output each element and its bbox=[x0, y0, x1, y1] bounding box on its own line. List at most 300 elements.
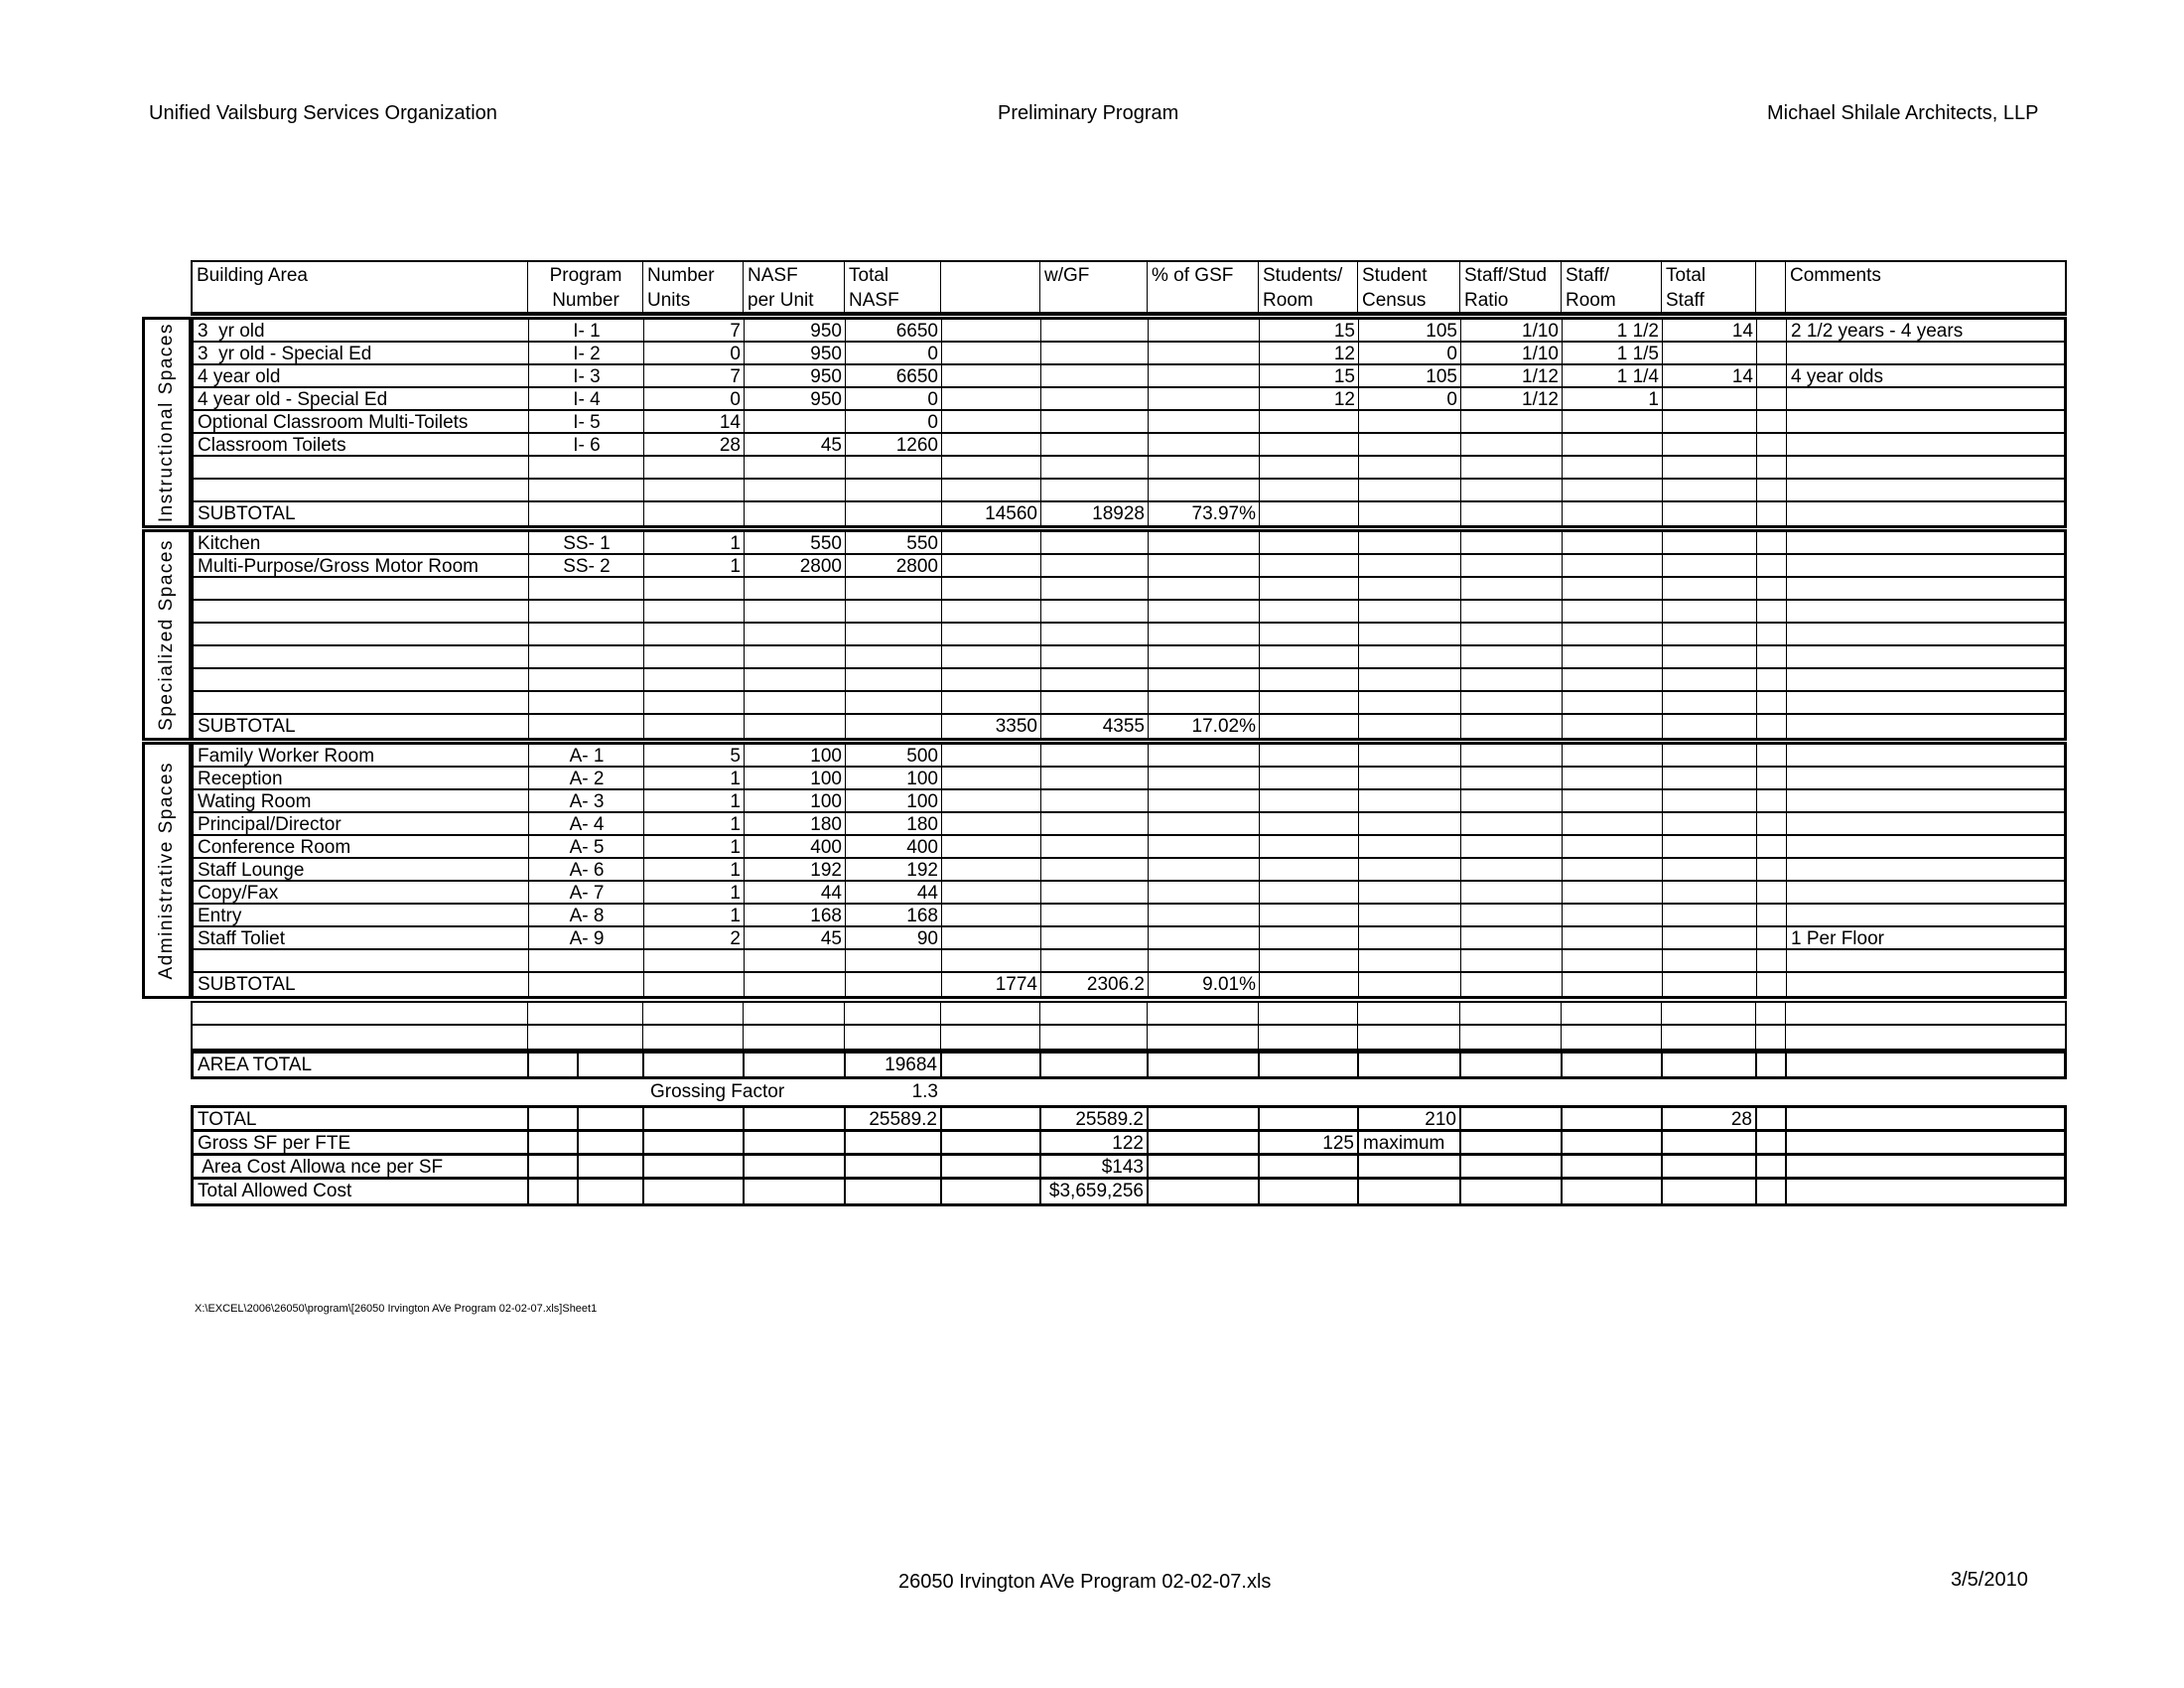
cell-staff-per-room bbox=[1563, 905, 1663, 925]
cell-staff-student-ratio bbox=[1461, 859, 1563, 880]
cell-wgf bbox=[1041, 532, 1149, 553]
cell-spacer bbox=[1757, 950, 1787, 971]
cell-nasf-per-unit bbox=[745, 1054, 846, 1076]
cell-nasf-total-blank bbox=[942, 532, 1041, 553]
cell-pct-of-gsf: 9.01% bbox=[1149, 973, 1260, 996]
totals-block bbox=[191, 1105, 2067, 1206]
cell-pct-of-gsf bbox=[1149, 1180, 1260, 1203]
cell-students-per-room bbox=[1260, 715, 1359, 738]
cell-nasf-total-blank bbox=[942, 480, 1041, 500]
cell-staff-per-room bbox=[1563, 646, 1663, 667]
cell-pct-of-gsf bbox=[1149, 669, 1260, 690]
cell-comments bbox=[1787, 1054, 2064, 1076]
section-label: Instructional Spaces bbox=[156, 322, 177, 523]
cell-comments bbox=[1787, 480, 2064, 500]
cell-spacer bbox=[1757, 532, 1787, 553]
cell-student-census bbox=[1359, 646, 1461, 667]
cell-student-census bbox=[1359, 411, 1461, 432]
cell-number-units: 1 bbox=[644, 813, 745, 834]
blank-row bbox=[193, 1026, 2065, 1049]
cell-number-units bbox=[644, 1132, 745, 1153]
cell-nasf-per-unit bbox=[745, 692, 846, 713]
cell-nasf-total-blank bbox=[942, 624, 1041, 644]
cell-staff-per-room: 1 1/5 bbox=[1563, 343, 1663, 363]
table-row bbox=[194, 882, 2064, 905]
cell-number-units: 0 bbox=[644, 343, 745, 363]
cell-nasf-total-blank bbox=[941, 1026, 1040, 1049]
cell-nasf-per-unit bbox=[744, 1026, 845, 1049]
cell-nasf-per-unit: 100 bbox=[745, 768, 846, 788]
cell-total-staff bbox=[1663, 768, 1757, 788]
section-label-box bbox=[142, 742, 192, 999]
cell-comments bbox=[1787, 457, 2064, 478]
cell-comments bbox=[1787, 1156, 2064, 1177]
cell-staff-per-room bbox=[1563, 1054, 1663, 1076]
cell-staff-student-ratio: Staff/Stud Ratio bbox=[1460, 262, 1562, 312]
cell-student-census bbox=[1359, 532, 1461, 553]
blank-row bbox=[194, 669, 2064, 692]
cell-staff-student-ratio bbox=[1461, 555, 1563, 576]
cell-nasf-total-blank bbox=[942, 745, 1041, 766]
cell-spacer bbox=[1757, 578, 1787, 599]
cell-total-nasf: 100 bbox=[846, 790, 942, 811]
cell-students-per-room bbox=[1260, 882, 1359, 903]
cell-student-census bbox=[1359, 905, 1461, 925]
cell-nasf-per-unit bbox=[745, 669, 846, 690]
cell-total-staff bbox=[1663, 973, 1757, 996]
cell-comments bbox=[1787, 578, 2064, 599]
cell-staff-student-ratio bbox=[1461, 457, 1563, 478]
cell-student-census bbox=[1359, 882, 1461, 903]
cell-student-census bbox=[1358, 1003, 1460, 1024]
cell-students-per-room: 15 bbox=[1260, 320, 1359, 341]
cell-total-nasf bbox=[846, 601, 942, 622]
cell-nasf-total-blank bbox=[942, 669, 1041, 690]
cell-pct-of-gsf bbox=[1149, 905, 1260, 925]
cell-staff-per-room bbox=[1563, 669, 1663, 690]
cell-wgf bbox=[1041, 882, 1149, 903]
cell-total-nasf: 1260 bbox=[846, 434, 942, 455]
cell-number-units bbox=[644, 1054, 745, 1076]
cell-nasf-total-blank bbox=[941, 1003, 1040, 1024]
cell-staff-per-room bbox=[1563, 1156, 1663, 1177]
cell-building-area: SUBTOTAL bbox=[194, 715, 529, 738]
cell-nasf-per-unit bbox=[745, 578, 846, 599]
cell-students-per-room: 12 bbox=[1260, 388, 1359, 409]
cell-students-per-room bbox=[1260, 669, 1359, 690]
cell-student-census: Student Census bbox=[1358, 262, 1460, 312]
cell-wgf bbox=[1041, 646, 1149, 667]
cell-students-per-room bbox=[1260, 745, 1359, 766]
cell-pct-of-gsf bbox=[1149, 388, 1260, 409]
cell-building-area: Wating Room bbox=[194, 790, 529, 811]
cell-number-units: 28 bbox=[644, 434, 745, 455]
cell-student-census bbox=[1359, 434, 1461, 455]
cell-building-area: SUBTOTAL bbox=[194, 973, 529, 996]
section-specialized-spaces bbox=[156, 529, 2067, 741]
cell-comments bbox=[1787, 532, 2064, 553]
cell-spacer bbox=[1757, 320, 1787, 341]
cell-spacer bbox=[1757, 905, 1787, 925]
cell-total-nasf bbox=[846, 578, 942, 599]
cell-wgf bbox=[1041, 692, 1149, 713]
table-row bbox=[194, 343, 2064, 365]
cell-number-units: 1 bbox=[644, 882, 745, 903]
cell-spacer bbox=[1757, 502, 1787, 525]
cell-staff-student-ratio bbox=[1461, 1054, 1563, 1076]
cell-program-number: A- 6 bbox=[529, 859, 644, 880]
section-instructional-spaces bbox=[156, 317, 2067, 528]
cell-total-nasf: 2800 bbox=[846, 555, 942, 576]
cell-number-units bbox=[644, 601, 745, 622]
blank-row bbox=[194, 624, 2064, 646]
table-row bbox=[194, 859, 2064, 882]
cell-nasf-per-unit bbox=[745, 646, 846, 667]
cell-total-nasf: 0 bbox=[846, 388, 942, 409]
cell-student-census bbox=[1359, 836, 1461, 857]
cell-program-number-b bbox=[579, 1132, 644, 1153]
cell-student-census bbox=[1359, 973, 1461, 996]
cell-comments bbox=[1786, 1026, 2065, 1049]
table-row bbox=[194, 365, 2064, 388]
cell-total-nasf bbox=[845, 1026, 941, 1049]
cell-spacer bbox=[1757, 1132, 1787, 1153]
cell-wgf bbox=[1041, 434, 1149, 455]
cell-spacer bbox=[1757, 624, 1787, 644]
cell-building-area: Staff Toliet bbox=[194, 927, 529, 948]
cell-students-per-room bbox=[1260, 790, 1359, 811]
cell-wgf: w/GF bbox=[1040, 262, 1148, 312]
spacer-rows-block bbox=[191, 1001, 2067, 1051]
cell-nasf-per-unit bbox=[745, 715, 846, 738]
cell-program-number: I- 6 bbox=[529, 434, 644, 455]
cell-nasf-total-blank bbox=[942, 1132, 1041, 1153]
cell-total-staff bbox=[1663, 1156, 1757, 1177]
cell-spacer bbox=[1757, 859, 1787, 880]
cell-student-census bbox=[1359, 1156, 1461, 1177]
cell-nasf-per-unit bbox=[745, 457, 846, 478]
cell-pct-of-gsf bbox=[1149, 578, 1260, 599]
cell-student-census: 0 bbox=[1359, 343, 1461, 363]
cell-comments bbox=[1787, 1180, 2064, 1203]
cell-program-number: A- 1 bbox=[529, 745, 644, 766]
cell-program-number bbox=[529, 950, 644, 971]
cell-staff-student-ratio bbox=[1460, 1026, 1562, 1049]
cell-wgf bbox=[1041, 813, 1149, 834]
column-header-row bbox=[191, 260, 2067, 316]
cell-comments bbox=[1787, 973, 2064, 996]
cell-spacer bbox=[1757, 836, 1787, 857]
cell-student-census bbox=[1359, 624, 1461, 644]
cell-program-number bbox=[528, 1003, 643, 1024]
table-row bbox=[194, 905, 2064, 927]
cell-students-per-room: 12 bbox=[1260, 343, 1359, 363]
cell-comments bbox=[1787, 669, 2064, 690]
cell-staff-student-ratio bbox=[1461, 950, 1563, 971]
cell-wgf: 18928 bbox=[1041, 502, 1149, 525]
cell-building-area: Principal/Director bbox=[194, 813, 529, 834]
grossing-factor-label: Grossing Factor bbox=[650, 1081, 785, 1102]
cell-wgf: $143 bbox=[1041, 1156, 1149, 1177]
cell-building-area: AREA TOTAL bbox=[194, 1054, 529, 1076]
cell-nasf-total-blank bbox=[942, 434, 1041, 455]
cell-staff-student-ratio bbox=[1461, 768, 1563, 788]
cell-wgf bbox=[1041, 457, 1149, 478]
cell-students-per-room bbox=[1260, 836, 1359, 857]
cell-staff-per-room: 1 1/2 bbox=[1563, 320, 1663, 341]
cell-spacer bbox=[1756, 1003, 1786, 1024]
cell-student-census: 0 bbox=[1359, 388, 1461, 409]
cell-comments: 1 Per Floor bbox=[1791, 928, 1884, 948]
cell-nasf-total-blank bbox=[942, 882, 1041, 903]
cell-total-nasf: 44 bbox=[846, 882, 942, 903]
cell-number-units: 1 bbox=[644, 836, 745, 857]
cell-program-number bbox=[529, 601, 644, 622]
blank-row bbox=[194, 646, 2064, 669]
cell-total-staff bbox=[1663, 646, 1757, 667]
cell-spacer bbox=[1756, 1026, 1786, 1049]
cell-nasf-total-blank bbox=[942, 859, 1041, 880]
cell-comments bbox=[1787, 388, 2064, 409]
cell-number-units: 14 bbox=[644, 411, 745, 432]
cell-nasf-per-unit bbox=[744, 1003, 845, 1024]
cell-total-staff bbox=[1663, 859, 1757, 880]
cell-nasf-total-blank bbox=[942, 768, 1041, 788]
cell-students-per-room bbox=[1260, 646, 1359, 667]
cell-nasf-per-unit: 950 bbox=[745, 320, 846, 341]
cell-total-staff bbox=[1663, 578, 1757, 599]
cell-total-nasf bbox=[846, 457, 942, 478]
cell-total-staff bbox=[1663, 457, 1757, 478]
cell-staff-student-ratio bbox=[1461, 745, 1563, 766]
cell-student-census: 105 bbox=[1359, 320, 1461, 341]
cell-staff-student-ratio: 1/12 bbox=[1461, 388, 1563, 409]
cell-staff-student-ratio bbox=[1461, 480, 1563, 500]
program-table bbox=[156, 260, 2067, 1206]
cell-nasf-total-blank: 14560 bbox=[942, 502, 1041, 525]
cell-student-census bbox=[1359, 768, 1461, 788]
cell-wgf bbox=[1041, 343, 1149, 363]
cell-total-staff bbox=[1663, 480, 1757, 500]
cell-spacer bbox=[1757, 457, 1787, 478]
cell-student-census: 210 bbox=[1359, 1108, 1461, 1129]
cell-program-number bbox=[529, 715, 644, 738]
cell-total-nasf bbox=[846, 646, 942, 667]
cell-program-number-b bbox=[579, 1156, 644, 1177]
cell-total-nasf: 192 bbox=[846, 859, 942, 880]
cell-staff-student-ratio bbox=[1461, 692, 1563, 713]
cell-program-number bbox=[529, 502, 644, 525]
gross-sf-per-fte-row bbox=[194, 1132, 2064, 1156]
cell-program-number: SS- 1 bbox=[529, 532, 644, 553]
cell-pct-of-gsf bbox=[1149, 1054, 1260, 1076]
cell-comments bbox=[1787, 646, 2064, 667]
cell-program-number bbox=[529, 578, 644, 599]
cell-building-area: Classroom Toilets bbox=[194, 434, 529, 455]
cell-staff-student-ratio bbox=[1461, 973, 1563, 996]
cell-staff-per-room bbox=[1563, 457, 1663, 478]
cell-students-per-room bbox=[1260, 1108, 1359, 1129]
cell-staff-student-ratio bbox=[1461, 790, 1563, 811]
cell-wgf bbox=[1040, 1026, 1148, 1049]
cell-number-units bbox=[644, 624, 745, 644]
cell-wgf bbox=[1040, 1003, 1148, 1024]
cell-staff-per-room bbox=[1563, 692, 1663, 713]
cell-total-nasf bbox=[846, 692, 942, 713]
cell-building-area: TOTAL bbox=[194, 1108, 529, 1129]
cell-spacer bbox=[1757, 434, 1787, 455]
cell-building-area: Multi-Purpose/Gross Motor Room bbox=[194, 555, 529, 576]
cell-nasf-total-blank bbox=[942, 836, 1041, 857]
cell-wgf: 122 bbox=[1041, 1132, 1149, 1153]
cell-program-number-a bbox=[529, 1054, 579, 1076]
cell-number-units bbox=[644, 578, 745, 599]
cell-staff-student-ratio: 1/12 bbox=[1461, 365, 1563, 386]
cell-total-staff bbox=[1663, 905, 1757, 925]
cell-number-units bbox=[643, 1026, 744, 1049]
cell-pct-of-gsf bbox=[1149, 859, 1260, 880]
cell-pct-of-gsf: 17.02% bbox=[1149, 715, 1260, 738]
cell-pct-of-gsf bbox=[1149, 601, 1260, 622]
cell-total-staff bbox=[1663, 745, 1757, 766]
cell-building-area: Family Worker Room bbox=[194, 745, 529, 766]
cell-wgf bbox=[1041, 927, 1149, 948]
cell-comments bbox=[1787, 715, 2064, 738]
cell-staff-per-room bbox=[1563, 601, 1663, 622]
cell-comments bbox=[1787, 768, 2064, 788]
cell-students-per-room bbox=[1260, 601, 1359, 622]
cell-total-nasf bbox=[846, 973, 942, 996]
cell-staff-student-ratio bbox=[1461, 532, 1563, 553]
cell-program-number-a bbox=[529, 1156, 579, 1177]
cell-pct-of-gsf bbox=[1149, 1108, 1260, 1129]
cell-pct-of-gsf bbox=[1149, 950, 1260, 971]
area-cost-allowance-row bbox=[194, 1156, 2064, 1180]
area-total-block bbox=[191, 1051, 2067, 1079]
cell-spacer bbox=[1757, 790, 1787, 811]
cell-spacer bbox=[1757, 601, 1787, 622]
cell-comments bbox=[1787, 882, 2064, 903]
cell-building-area bbox=[193, 1026, 528, 1049]
cell-nasf-total-blank bbox=[942, 411, 1041, 432]
cell-program-number: I- 3 bbox=[529, 365, 644, 386]
footer-date: 3/5/2010 bbox=[1951, 1569, 2028, 1591]
cell-program-number bbox=[529, 669, 644, 690]
table-row bbox=[194, 927, 2064, 950]
table-row bbox=[194, 434, 2064, 457]
subtotal-row bbox=[194, 715, 2064, 738]
cell-pct-of-gsf bbox=[1149, 555, 1260, 576]
cell-spacer bbox=[1757, 715, 1787, 738]
cell-total-nasf: 168 bbox=[846, 905, 942, 925]
cell-staff-student-ratio bbox=[1461, 905, 1563, 925]
cell-staff-per-room bbox=[1563, 715, 1663, 738]
cell-number-units bbox=[644, 715, 745, 738]
cell-pct-of-gsf bbox=[1149, 768, 1260, 788]
cell-staff-student-ratio bbox=[1461, 1156, 1563, 1177]
cell-student-census: 105 bbox=[1359, 365, 1461, 386]
cell-staff-per-room bbox=[1563, 927, 1663, 948]
cell-pct-of-gsf bbox=[1149, 646, 1260, 667]
cell-wgf: 2306.2 bbox=[1041, 973, 1149, 996]
cell-students-per-room bbox=[1260, 502, 1359, 525]
cell-nasf-per-unit bbox=[745, 973, 846, 996]
cell-pct-of-gsf: 73.97% bbox=[1149, 502, 1260, 525]
cell-staff-student-ratio bbox=[1461, 882, 1563, 903]
cell-wgf bbox=[1041, 1054, 1149, 1076]
cell-nasf-total-blank bbox=[942, 813, 1041, 834]
cell-comments bbox=[1787, 836, 2064, 857]
cell-staff-student-ratio bbox=[1461, 601, 1563, 622]
cell-students-per-room bbox=[1260, 692, 1359, 713]
cell-wgf bbox=[1041, 480, 1149, 500]
cell-total-nasf: 90 bbox=[846, 927, 942, 948]
cell-comments bbox=[1787, 745, 2064, 766]
cell-total-nasf: 400 bbox=[846, 836, 942, 857]
cell-wgf bbox=[1041, 388, 1149, 409]
cell-total-staff bbox=[1662, 1026, 1756, 1049]
cell-comments: 2 1/2 years - 4 years bbox=[1791, 321, 1964, 341]
cell-comments bbox=[1787, 813, 2064, 834]
cell-program-number bbox=[529, 646, 644, 667]
cell-wgf: $3,659,256 bbox=[1041, 1180, 1149, 1203]
cell-wgf bbox=[1041, 859, 1149, 880]
cell-total-nasf: 6650 bbox=[846, 320, 942, 341]
cell-students-per-room bbox=[1260, 768, 1359, 788]
cell-student-census bbox=[1359, 1180, 1461, 1203]
cell-staff-per-room bbox=[1562, 1026, 1662, 1049]
cell-staff-student-ratio: 1/10 bbox=[1461, 343, 1563, 363]
cell-comments bbox=[1787, 434, 2064, 455]
cell-pct-of-gsf bbox=[1149, 480, 1260, 500]
cell-nasf-per-unit: NASF per Unit bbox=[744, 262, 845, 312]
cell-pct-of-gsf bbox=[1149, 411, 1260, 432]
cell-pct-of-gsf bbox=[1149, 745, 1260, 766]
cell-comments bbox=[1787, 555, 2064, 576]
cell-nasf-per-unit: 45 bbox=[745, 927, 846, 948]
cell-nasf-total-blank bbox=[942, 320, 1041, 341]
cell-wgf bbox=[1041, 320, 1149, 341]
cell-pct-of-gsf bbox=[1148, 1026, 1259, 1049]
cell-spacer bbox=[1757, 1180, 1787, 1203]
cell-total-staff bbox=[1663, 669, 1757, 690]
cell-nasf-total-blank bbox=[941, 262, 1040, 312]
cell-spacer bbox=[1757, 927, 1787, 948]
cell-students-per-room: 15 bbox=[1260, 365, 1359, 386]
cell-nasf-per-unit bbox=[745, 1180, 846, 1203]
cell-total-nasf bbox=[846, 480, 942, 500]
grossing-factor-row bbox=[191, 1079, 2067, 1105]
cell-total-nasf bbox=[846, 669, 942, 690]
cell-nasf-per-unit: 192 bbox=[745, 859, 846, 880]
cell-total-nasf: 0 bbox=[846, 343, 942, 363]
cell-total-nasf: 19684 bbox=[846, 1054, 942, 1076]
cell-student-census bbox=[1359, 555, 1461, 576]
cell-building-area: Building Area bbox=[193, 262, 528, 312]
table-row bbox=[194, 813, 2064, 836]
table-row bbox=[194, 320, 2064, 343]
cell-building-area bbox=[194, 646, 529, 667]
cell-number-units: 2 bbox=[644, 927, 745, 948]
cell-nasf-total-blank bbox=[942, 365, 1041, 386]
cell-staff-per-room bbox=[1563, 532, 1663, 553]
cell-staff-per-room bbox=[1563, 624, 1663, 644]
cell-staff-per-room bbox=[1563, 1180, 1663, 1203]
table-row bbox=[194, 388, 2064, 411]
blank-row bbox=[194, 950, 2064, 973]
cell-total-staff: Total Staff bbox=[1662, 262, 1756, 312]
cell-pct-of-gsf bbox=[1149, 343, 1260, 363]
